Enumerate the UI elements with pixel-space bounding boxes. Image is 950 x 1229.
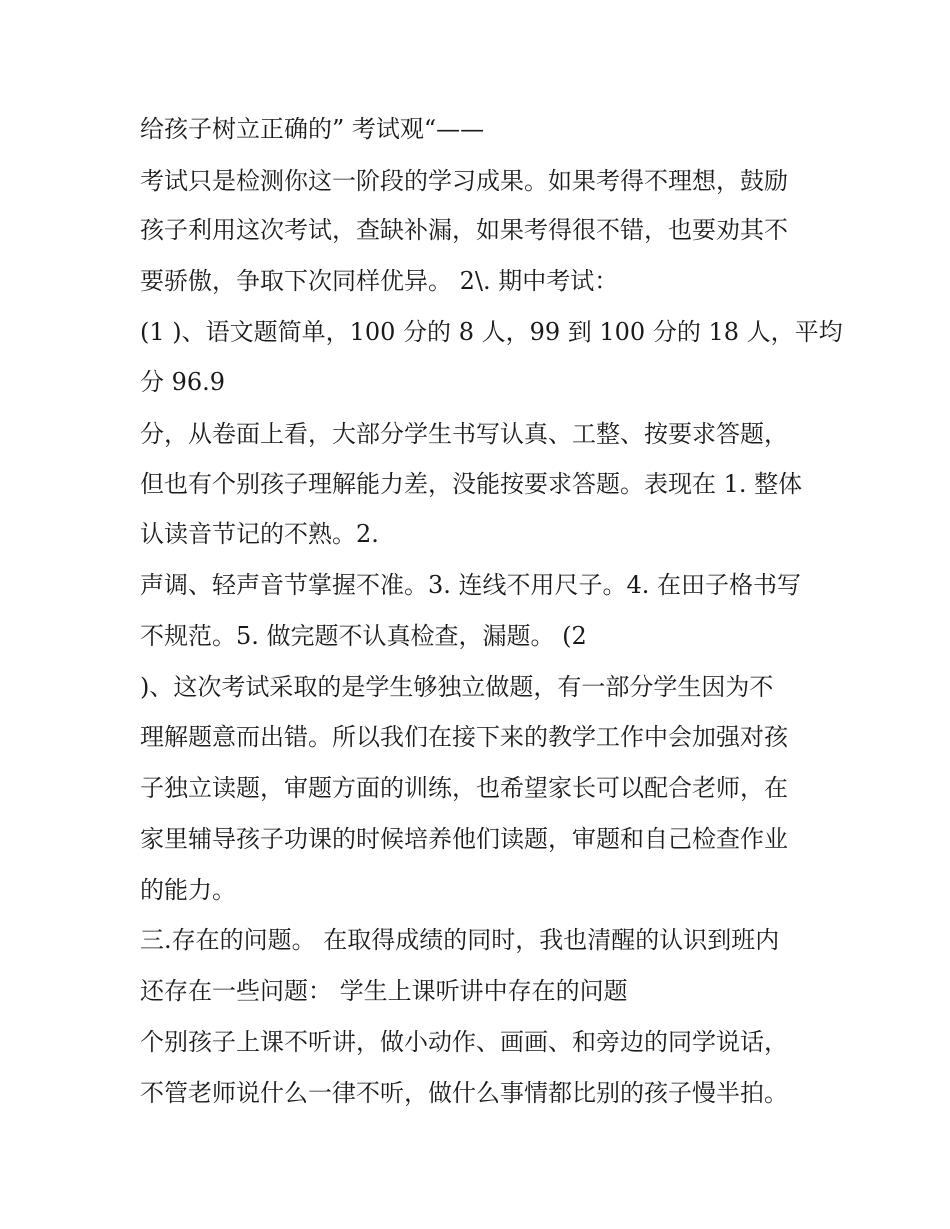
text-line: 给孩子树立正确的” 考试观“—— bbox=[140, 115, 485, 143]
text-line: 三.存在的问题。 在取得成绩的同时，我也清醒的认识到班内 bbox=[140, 926, 780, 954]
text-line: 分 96.9 bbox=[140, 368, 226, 396]
text-line: 的能力。 bbox=[140, 876, 236, 904]
text-line: 孩子利用这次考试，查缺补漏，如果考得很不错，也要劝其不 bbox=[140, 216, 788, 244]
text-line: 认读音节记的不熟。2. bbox=[140, 520, 379, 548]
text-line: 不管老师说什么一律不听，做什么事情都比别的孩子慢半拍。 bbox=[140, 1079, 788, 1107]
text-line: 家里辅导孩子功课的时候培养他们读题，审题和自己检查作业 bbox=[140, 825, 788, 853]
text-line: 子独立读题，审题方面的训练，也希望家长可以配合老师，在 bbox=[140, 774, 788, 802]
text-line: 还存在一些问题： 学生上课听讲中存在的问题 bbox=[140, 977, 628, 1005]
text-line: 不规范。5. 做完题不认真检查，漏题。 (2 bbox=[140, 622, 587, 650]
text-line: 个别孩子上课不听讲，做小动作、画画、和旁边的同学说话， bbox=[140, 1028, 788, 1056]
text-line: 考试只是检测你这一阶段的学习成果。如果考得不理想，鼓励 bbox=[140, 167, 788, 195]
text-line: )、这次考试采取的是学生够独立做题，有一部分学生因为不 bbox=[140, 673, 774, 701]
text-line: 但也有个别孩子理解能力差，没能按要求答题。表现在 1. 整体 bbox=[140, 470, 803, 498]
text-line: (1 )、语文题简单，100 分的 8 人，99 到 100 分的 18 人，平均 bbox=[140, 318, 843, 346]
text-line: 声调、轻声音节掌握不准。3. 连线不用尺子。4. 在田子格书写 bbox=[140, 571, 802, 599]
text-line: 理解题意而出错。所以我们在接下来的教学工作中会加强对孩 bbox=[140, 723, 788, 751]
text-line: 分，从卷面上看，大部分学生书写认真、工整、按要求答题， bbox=[140, 420, 788, 448]
text-line: 要骄傲，争取下次同样优异。 2\. 期中考试： bbox=[140, 267, 619, 295]
